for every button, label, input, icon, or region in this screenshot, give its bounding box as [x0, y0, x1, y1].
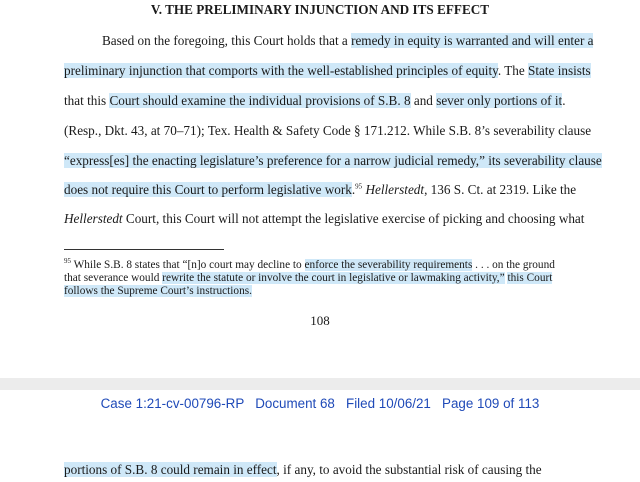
text: , 136 S. Ct. at 2319. Like the: [424, 182, 577, 197]
footnote-line-1: [64, 259, 555, 272]
text: . The: [497, 63, 529, 78]
text: . . . on the ground: [472, 259, 555, 271]
highlight: sever only portions of it: [436, 93, 563, 108]
section-heading: V. THE PRELIMINARY INJUNCTION AND ITS EFFECT: [150, 2, 490, 17]
body-line-5: [64, 152, 602, 169]
highlight: this Court: [507, 272, 553, 284]
next-page-line-1: [64, 461, 542, 478]
highlight: does not require this Court to perform legislative work: [64, 182, 352, 197]
highlight: State insists: [528, 63, 591, 78]
footnote-number: 95: [64, 257, 71, 266]
text: that severance would: [64, 272, 163, 284]
highlight: rewrite the statute or involve the court in legislative or lawmaking activity,”: [162, 272, 505, 284]
body-line-7: [64, 210, 584, 227]
page-number: 108: [310, 313, 330, 328]
highlight: enforce the severability requirements: [304, 259, 473, 271]
footnote-line-3: [64, 285, 252, 298]
body-line-1: [102, 32, 593, 49]
footnote-rule: [64, 249, 224, 250]
text: Based on the foregoing, this Court holds that a: [102, 33, 352, 48]
footnote-ref[interactable]: 95: [355, 182, 363, 191]
highlight: follows the Supreme Court’s instructions.: [64, 285, 252, 297]
case-name: Hellerstedt: [64, 211, 123, 226]
highlight: Court should examine the individual provisions of S.B. 8: [109, 93, 411, 108]
footnote-line-2: [64, 272, 552, 285]
body-line-2: [64, 62, 591, 79]
case-name: Hellerstedt: [365, 182, 425, 197]
highlight: “express[es] the enacting legislature’s preference for a narrow judicial remedy,” its severability clause: [64, 153, 602, 168]
text: While S.B. 8 states that “[n]o court may decline to: [71, 259, 305, 271]
text: and: [410, 93, 437, 108]
text: .: [351, 182, 356, 197]
highlight: remedy in equity is warranted and will enter a: [351, 33, 594, 48]
body-line-6: [64, 181, 576, 198]
text: that this: [64, 93, 110, 108]
body-line-4: [64, 122, 591, 139]
text: , if any, to avoid the substantial risk of causing the: [276, 462, 542, 477]
case-header: Case 1:21-cv-00796-RP Document 68 Filed 10/06/21 Page 109 of 113: [100, 396, 540, 411]
text: Court, this Court will not attempt the legislative exercise of picking and choosing what: [122, 211, 585, 226]
highlight: preliminary injunction that comports with the well-established principles of equity: [64, 63, 498, 78]
body-line-3: [64, 92, 565, 109]
text: (Resp., Dkt. 43, at 70–71); Tex. Health & Safety Code § 171.212. While S.B. 8’s severability clause: [64, 123, 592, 138]
highlight: portions of S.B. 8 could remain in effect: [64, 462, 277, 477]
text: .: [562, 93, 566, 108]
page-gap: [0, 378, 640, 390]
